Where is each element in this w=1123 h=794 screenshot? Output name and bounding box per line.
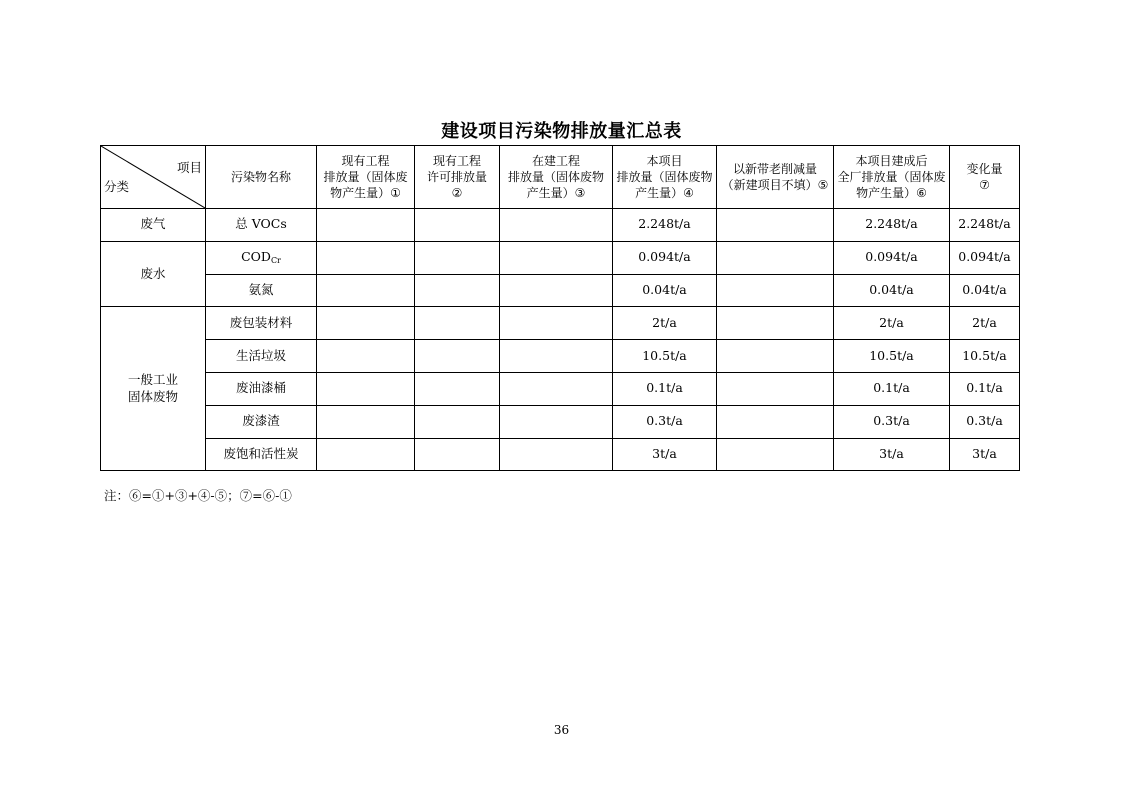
page-number: 36 — [553, 723, 570, 737]
value-cell — [500, 372, 613, 405]
value-cell: 10.5t/a — [834, 340, 950, 373]
header-corner-cell — [101, 146, 206, 209]
value-cell — [317, 307, 415, 340]
value-cell: 0.3t/a — [613, 405, 717, 438]
header-existing-permitted: 现有工程 许可排放量 ② — [415, 146, 500, 209]
table-row — [101, 209, 1020, 242]
category-cell: 一般工业 固体废物 — [101, 307, 206, 471]
value-cell — [317, 340, 415, 373]
value-cell — [415, 241, 500, 274]
value-cell — [717, 405, 834, 438]
emission-summary-table — [100, 145, 1020, 471]
value-cell: 0.094t/a — [613, 241, 717, 274]
pollutant-cell: 总 VOCs — [206, 209, 317, 242]
value-cell — [717, 307, 834, 340]
table-row — [101, 372, 1020, 405]
value-cell — [317, 241, 415, 274]
header-this-project: 本项目 排放量（固体废物 产生量）④ — [613, 146, 717, 209]
pollutant-cell: 生活垃圾 — [206, 340, 317, 373]
value-cell — [317, 209, 415, 242]
header-row — [101, 146, 1020, 209]
value-cell: 0.1t/a — [950, 372, 1020, 405]
value-cell: 2.248t/a — [613, 209, 717, 242]
value-cell: 2t/a — [950, 307, 1020, 340]
value-cell — [500, 307, 613, 340]
value-cell: 0.04t/a — [613, 274, 717, 307]
value-cell — [317, 372, 415, 405]
table-row — [101, 307, 1020, 340]
value-cell — [717, 340, 834, 373]
value-cell — [317, 405, 415, 438]
value-cell: 0.1t/a — [834, 372, 950, 405]
value-cell — [415, 307, 500, 340]
value-cell: 0.094t/a — [834, 241, 950, 274]
value-cell: 0.1t/a — [613, 372, 717, 405]
value-cell — [317, 274, 415, 307]
value-cell: 0.3t/a — [834, 405, 950, 438]
value-cell — [717, 274, 834, 307]
value-cell: 0.04t/a — [834, 274, 950, 307]
header-under-construction: 在建工程 排放量（固体废物 产生量）③ — [500, 146, 613, 209]
header-corner-category: 分类 — [104, 179, 130, 194]
table-row — [101, 405, 1020, 438]
pollutant-cell: 废油漆桶 — [206, 372, 317, 405]
value-cell: 3t/a — [613, 438, 717, 471]
header-after-completion: 本项目建成后 全厂排放量（固体废 物产生量）⑥ — [834, 146, 950, 209]
pollutant-cell: 氨氮 — [206, 274, 317, 307]
value-cell — [500, 241, 613, 274]
value-cell: 0.094t/a — [950, 241, 1020, 274]
header-pollutant-name: 污染物名称 — [206, 146, 317, 209]
value-cell — [717, 241, 834, 274]
value-cell — [415, 372, 500, 405]
value-cell: 3t/a — [834, 438, 950, 471]
pollutant-cell: 废饱和活性炭 — [206, 438, 317, 471]
value-cell — [500, 438, 613, 471]
value-cell — [500, 209, 613, 242]
table-row — [101, 438, 1020, 471]
table-row — [101, 274, 1020, 307]
value-cell — [415, 405, 500, 438]
category-cell: 废水 — [101, 241, 206, 307]
diagonal-line — [101, 146, 205, 208]
header-existing-emission: 现有工程 排放量（固体废 物产生量）① — [317, 146, 415, 209]
value-cell: 3t/a — [950, 438, 1020, 471]
value-cell: 0.04t/a — [950, 274, 1020, 307]
pollutant-cell: 废漆渣 — [206, 405, 317, 438]
value-cell — [717, 209, 834, 242]
pollutant-cell: 废包装材料 — [206, 307, 317, 340]
pollutant-cell: $COD_{Cr}$ — [206, 241, 317, 274]
value-cell — [500, 274, 613, 307]
table-row — [101, 241, 1020, 274]
value-cell: 2t/a — [834, 307, 950, 340]
value-cell — [415, 274, 500, 307]
value-cell — [317, 438, 415, 471]
value-cell — [415, 209, 500, 242]
value-cell — [415, 340, 500, 373]
header-change: 变化量 ⑦ — [950, 146, 1020, 209]
value-cell: 0.3t/a — [950, 405, 1020, 438]
table-title: 建设项目污染物排放量汇总表 — [441, 121, 682, 142]
value-cell: 10.5t/a — [950, 340, 1020, 373]
value-cell: 10.5t/a — [613, 340, 717, 373]
header-reduction: 以新带老削减量 （新建项目不填）⑤ — [717, 146, 834, 209]
value-cell — [415, 438, 500, 471]
value-cell — [500, 405, 613, 438]
header-corner-item: 项目 — [176, 160, 202, 175]
value-cell — [717, 372, 834, 405]
value-cell: 2.248t/a — [950, 209, 1020, 242]
category-cell: 废气 — [101, 209, 206, 242]
value-cell — [717, 438, 834, 471]
value-cell — [500, 340, 613, 373]
table-row — [101, 340, 1020, 373]
table-footnote: 注：⑥=①+③+④-⑤；⑦=⑥-① — [104, 488, 292, 503]
value-cell: 2t/a — [613, 307, 717, 340]
value-cell: 2.248t/a — [834, 209, 950, 242]
